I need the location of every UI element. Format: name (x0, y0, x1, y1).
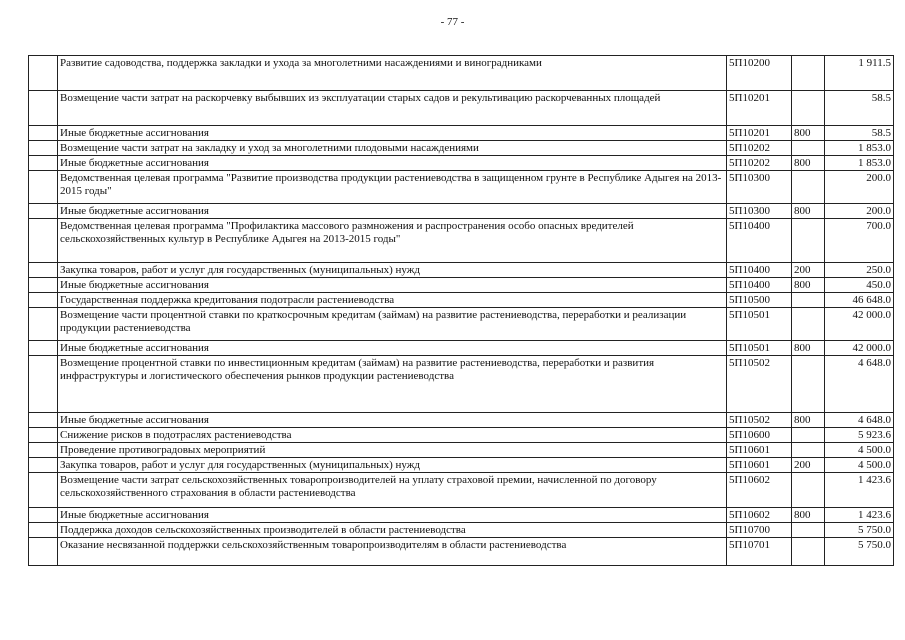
row-name-cell: Иные бюджетные ассигнования (58, 341, 727, 356)
budget-table (28, 55, 894, 566)
row-amount-cell: 250.0 (825, 263, 894, 278)
row-index-cell (29, 278, 58, 293)
row-code-cell: 5П10701 (727, 538, 792, 566)
row-code-cell: 5П10400 (727, 219, 792, 263)
table-row (29, 428, 894, 443)
row-index-cell (29, 126, 58, 141)
row-type-cell (792, 356, 825, 413)
row-name-cell: Иные бюджетные ассигнования (58, 204, 727, 219)
row-index-cell (29, 341, 58, 356)
row-index-cell (29, 523, 58, 538)
row-name-cell: Ведомственная целевая программа "Развитие производства продукции растениеводства в защищенном грунте в Республике Адыгея на 2013-2015 годы" (58, 171, 727, 204)
row-amount-cell: 1 423.6 (825, 473, 894, 508)
table-row (29, 356, 894, 413)
table-row (29, 523, 894, 538)
row-code-cell: 5П10500 (727, 293, 792, 308)
row-code-cell: 5П10202 (727, 156, 792, 171)
row-type-cell (792, 219, 825, 263)
row-amount-cell: 4 648.0 (825, 413, 894, 428)
table-row (29, 156, 894, 171)
row-amount-cell: 5 923.6 (825, 428, 894, 443)
row-index-cell (29, 91, 58, 126)
row-index-cell (29, 263, 58, 278)
row-name-cell: Возмещение части процентной ставки по краткосрочным кредитам (займам) на развитие растениеводства, переработки и реализации продукции растениеводства (58, 308, 727, 341)
row-amount-cell: 4 648.0 (825, 356, 894, 413)
row-index-cell (29, 171, 58, 204)
row-code-cell: 5П10400 (727, 278, 792, 293)
row-code-cell: 5П10300 (727, 204, 792, 219)
table-row (29, 443, 894, 458)
table-row (29, 293, 894, 308)
table-row (29, 413, 894, 428)
row-name-cell: Возмещение процентной ставки по инвестиционным кредитам (займам) на развитие растениеводства, переработки и развития инфраструктуры и логистического обеспечения рынков продукции растениеводства (58, 356, 727, 413)
row-type-cell: 800 (792, 156, 825, 171)
row-type-cell (792, 523, 825, 538)
row-index-cell (29, 141, 58, 156)
row-code-cell: 5П10602 (727, 508, 792, 523)
row-code-cell: 5П10602 (727, 473, 792, 508)
row-type-cell: 800 (792, 413, 825, 428)
row-code-cell: 5П10501 (727, 341, 792, 356)
table-row (29, 508, 894, 523)
table-row (29, 204, 894, 219)
table-row (29, 91, 894, 126)
row-code-cell: 5П10601 (727, 458, 792, 473)
row-index-cell (29, 293, 58, 308)
row-index-cell (29, 356, 58, 413)
row-code-cell: 5П10202 (727, 141, 792, 156)
row-code-cell: 5П10201 (727, 91, 792, 126)
row-index-cell (29, 458, 58, 473)
row-type-cell: 800 (792, 204, 825, 219)
row-amount-cell: 1 911.5 (825, 56, 894, 91)
row-name-cell: Иные бюджетные ассигнования (58, 508, 727, 523)
row-name-cell: Иные бюджетные ассигнования (58, 278, 727, 293)
row-amount-cell: 200.0 (825, 171, 894, 204)
table-row (29, 219, 894, 263)
row-index-cell (29, 443, 58, 458)
row-index-cell (29, 413, 58, 428)
row-index-cell (29, 204, 58, 219)
row-name-cell: Иные бюджетные ассигнования (58, 413, 727, 428)
row-code-cell: 5П10300 (727, 171, 792, 204)
row-name-cell: Возмещение части затрат на закладку и уход за многолетними плодовыми насаждениями (58, 141, 727, 156)
row-name-cell: Иные бюджетные ассигнования (58, 126, 727, 141)
budget-table-body (29, 56, 894, 566)
table-row (29, 473, 894, 508)
table-row (29, 308, 894, 341)
row-type-cell (792, 91, 825, 126)
row-type-cell (792, 538, 825, 566)
row-amount-cell: 5 750.0 (825, 523, 894, 538)
row-type-cell (792, 293, 825, 308)
row-amount-cell: 1 853.0 (825, 156, 894, 171)
row-type-cell (792, 443, 825, 458)
row-name-cell: Закупка товаров, работ и услуг для государственных (муниципальных) нужд (58, 263, 727, 278)
row-index-cell (29, 473, 58, 508)
row-name-cell: Возмещение части затрат сельскохозяйственных товаропроизводителей на уплату страховой премии, начисленной по договору сельскохозяйственного страхования в области растениеводства (58, 473, 727, 508)
row-code-cell: 5П10502 (727, 356, 792, 413)
row-type-cell (792, 56, 825, 91)
row-type-cell (792, 141, 825, 156)
row-name-cell: Снижение рисков в подотраслях растениеводства (58, 428, 727, 443)
table-row (29, 263, 894, 278)
row-name-cell: Закупка товаров, работ и услуг для государственных (муниципальных) нужд (58, 458, 727, 473)
table-row (29, 126, 894, 141)
row-index-cell (29, 56, 58, 91)
table-row (29, 458, 894, 473)
page-number: - 77 - (440, 16, 465, 28)
table-row (29, 341, 894, 356)
row-type-cell (792, 428, 825, 443)
row-type-cell (792, 308, 825, 341)
row-amount-cell: 46 648.0 (825, 293, 894, 308)
row-index-cell (29, 219, 58, 263)
row-index-cell (29, 508, 58, 523)
table-row (29, 171, 894, 204)
row-code-cell: 5П10400 (727, 263, 792, 278)
row-name-cell: Оказание несвязанной поддержки сельскохозяйственным товаропроизводителям в области растениеводства (58, 538, 727, 566)
row-type-cell: 800 (792, 278, 825, 293)
row-amount-cell: 1 423.6 (825, 508, 894, 523)
table-row (29, 141, 894, 156)
row-name-cell: Развитие садоводства, поддержка закладки и ухода за многолетними насаждениями и виноградниками (58, 56, 727, 91)
row-type-cell: 800 (792, 126, 825, 141)
row-amount-cell: 200.0 (825, 204, 894, 219)
row-index-cell (29, 538, 58, 566)
row-type-cell: 800 (792, 508, 825, 523)
row-amount-cell: 58.5 (825, 91, 894, 126)
row-code-cell: 5П10601 (727, 443, 792, 458)
row-name-cell: Проведение противоградовых мероприятий (58, 443, 727, 458)
row-type-cell: 800 (792, 341, 825, 356)
row-amount-cell: 450.0 (825, 278, 894, 293)
row-amount-cell: 58.5 (825, 126, 894, 141)
row-index-cell (29, 156, 58, 171)
row-name-cell: Ведомственная целевая программа "Профилактика массового размножения и распространения особо опасных вредителей сельскохозяйственных культур в Республике Адыгея на 2013-2015 годы" (58, 219, 727, 263)
row-type-cell (792, 171, 825, 204)
row-code-cell: 5П10201 (727, 126, 792, 141)
row-name-cell: Возмещение части затрат на раскорчевку выбывших из эксплуатации старых садов и рекультивацию раскорчеванных площадей (58, 91, 727, 126)
row-name-cell: Иные бюджетные ассигнования (58, 156, 727, 171)
row-index-cell (29, 308, 58, 341)
row-amount-cell: 42 000.0 (825, 308, 894, 341)
row-code-cell: 5П10502 (727, 413, 792, 428)
row-name-cell: Поддержка доходов сельскохозяйственных производителей в области растениеводства (58, 523, 727, 538)
row-name-cell: Государственная поддержка кредитования подотрасли растениеводства (58, 293, 727, 308)
row-index-cell (29, 428, 58, 443)
row-amount-cell: 1 853.0 (825, 141, 894, 156)
table-row (29, 538, 894, 566)
row-type-cell (792, 473, 825, 508)
row-code-cell: 5П10200 (727, 56, 792, 91)
row-type-cell: 200 (792, 458, 825, 473)
row-amount-cell: 4 500.0 (825, 458, 894, 473)
row-amount-cell: 4 500.0 (825, 443, 894, 458)
row-type-cell: 200 (792, 263, 825, 278)
row-code-cell: 5П10700 (727, 523, 792, 538)
table-row (29, 56, 894, 91)
table-row (29, 278, 894, 293)
row-code-cell: 5П10501 (727, 308, 792, 341)
row-amount-cell: 700.0 (825, 219, 894, 263)
row-amount-cell: 5 750.0 (825, 538, 894, 566)
row-code-cell: 5П10600 (727, 428, 792, 443)
row-amount-cell: 42 000.0 (825, 341, 894, 356)
